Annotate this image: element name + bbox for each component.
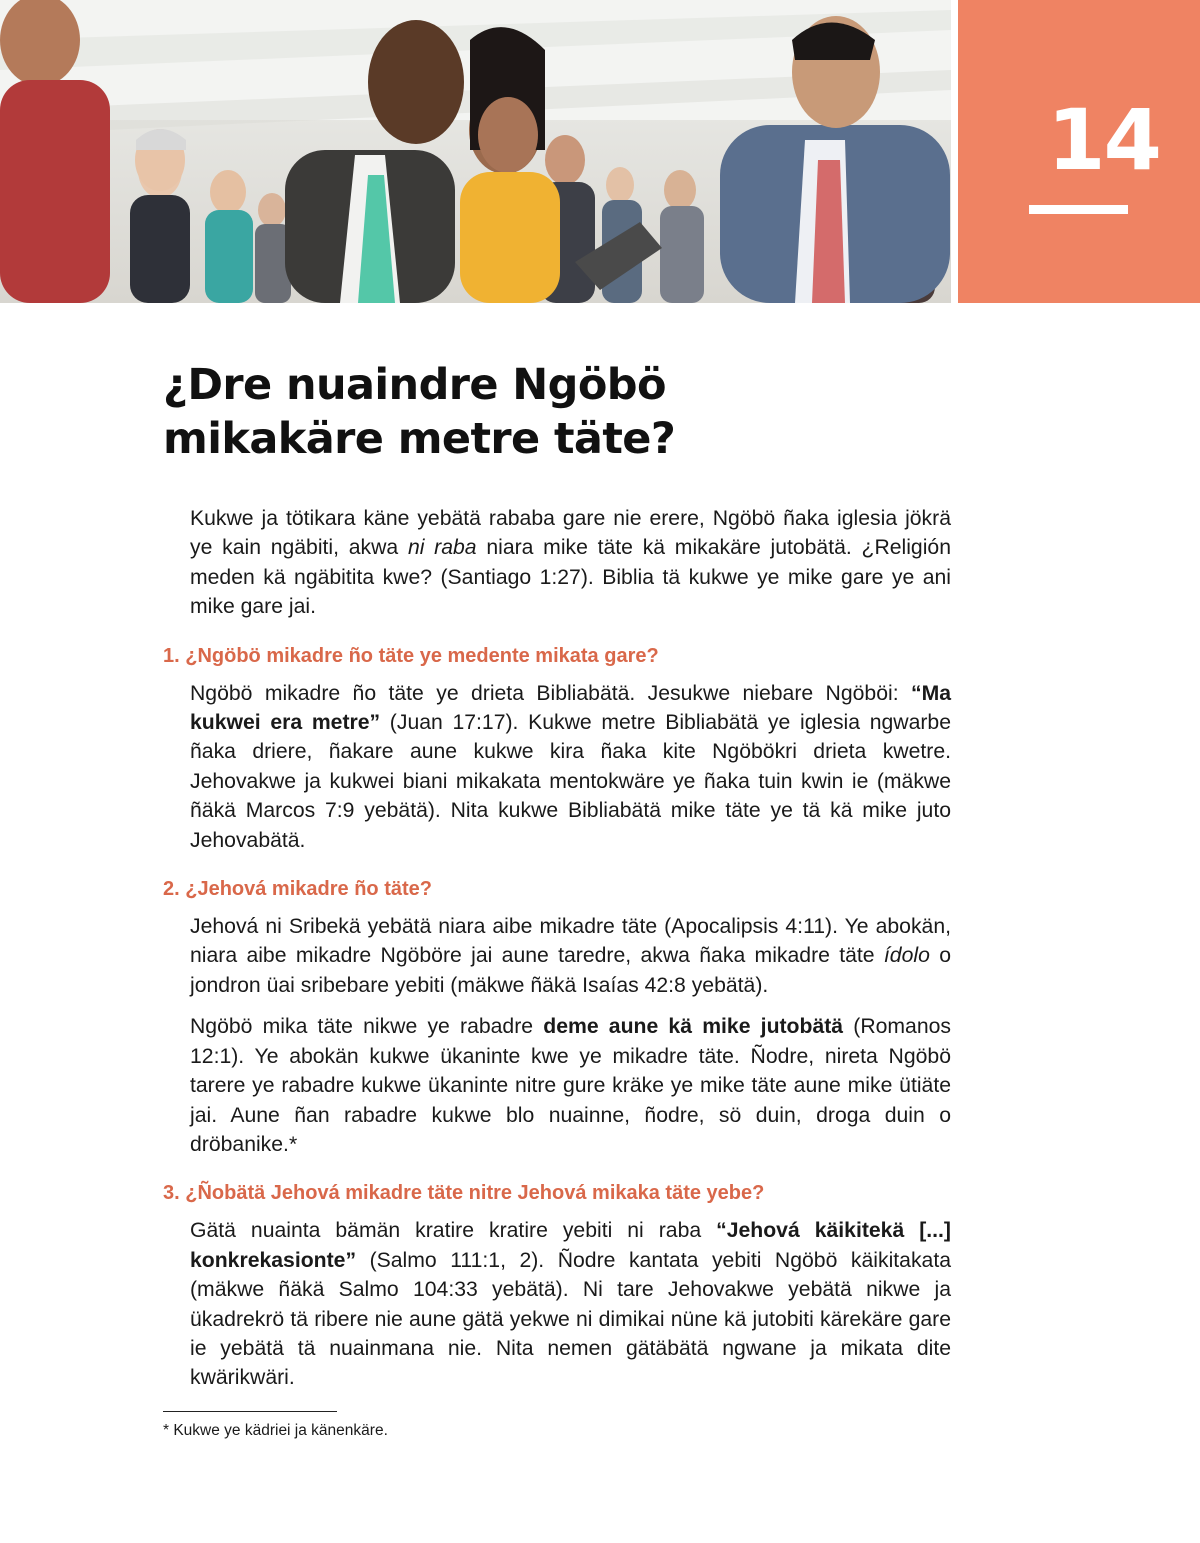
intro-paragraph <box>190 504 951 622</box>
footnote: * Kukwe ye kädriei ja känenkäre. <box>163 1421 388 1439</box>
question-heading-2: 2. ¿Jehová mikadre ño täte? <box>163 878 432 901</box>
answer-2a-text-1: Jehová ni Sribekä yebätä niara aibe mikadre täte (Apocalipsis 4:11). Ye abokän, niara aibe mikadre Ngöböre jai aune taredre, akwa ñaka mikadre täte <box>190 915 951 968</box>
answer-2a-italic: ídolo <box>883 944 930 968</box>
article-body <box>163 504 951 1441</box>
answer-paragraph-2b <box>190 1012 951 1159</box>
answer-paragraph-2a <box>190 912 951 1000</box>
chapter-underline <box>1029 205 1128 214</box>
answer-3-text-2: (Salmo 111:1, 2). Ñodre kantata yebiti Ngöbö käikitakata (mäkwe ñäkä Salmo 104:33 yebätä). Ni tare Jehovakwe yebätä nikwe ja ükadrekrö tä ribere nie aune gätä yekwe ni dimikai nüne kä jutobiti kärekäre gare ie yebätä tä nuainmana nie. Nita nemen gätäbätä ngwane ja mikata dite kwärikwäri. <box>190 1248 951 1390</box>
chapter-badge <box>958 0 1200 303</box>
congregation-singing-photo <box>0 0 951 303</box>
page-title-line1: ¿Dre nuaindre Ngöbö <box>163 360 666 410</box>
answer-3-text-1: Gätä nuainta bämän kratire kratire yebiti ni raba <box>190 1219 717 1243</box>
intro-text-1: Kukwe ja tötikara käne yebätä rababa gare nie erere, Ngöbö ñaka iglesia jökrä ye kain ngäbiti, akwa <box>190 507 951 560</box>
answer-1-text-1: Ngöbö mikadre ño täte ye drieta Bibliabätä. Jesukwe niebare Ngöböi: <box>190 681 911 705</box>
answer-3-bold: “Jehová käikitekä [...] konkrekasionte” <box>190 1219 951 1272</box>
question-heading-1: 1. ¿Ngöbö mikadre ño täte ye medente mikata gare? <box>163 644 659 667</box>
answer-paragraph-1 <box>190 679 951 855</box>
footnote-divider <box>163 1411 337 1412</box>
page-title-line2: mikakäre metre täte? <box>163 414 676 464</box>
header-photo <box>0 0 951 303</box>
question-heading-3: 3. ¿Ñobätä Jehová mikadre täte nitre Jehová mikaka täte yebe? <box>163 1182 765 1205</box>
answer-paragraph-3 <box>190 1216 951 1392</box>
chapter-number: 14 <box>1047 91 1160 189</box>
intro-text-2: niara mike täte kä mikakäre jutobätä. ¿Religión meden kä ngäbitita kwe? (Santiago 1:27). Biblia tä kukwe ye mike gare ye ani mike gare jai. <box>190 536 951 619</box>
answer-1-bold: “Ma kukwei era metre” <box>190 681 951 735</box>
intro-italic: ni raba <box>407 536 477 560</box>
answer-2b-text-1: Ngöbö mika täte nikwe ye rabadre <box>190 1015 544 1039</box>
answer-1-text-2: (Juan 17:17). Kukwe metre Bibliabätä ye iglesia ngwarbe ñaka driere, ñakare aune kukwe kira ñaka kite Ngöbökri drieta kwetre. Jehovakwe ja kukwei biani mikakata mentokwäre ye ñaka tuin kwin ie (mäkwe ñäkä Marcos 7:9 yebätä). Nita kukwe Bibliabätä mike täte ye tä kä mike juto Jehovabätä. <box>190 711 951 852</box>
answer-2b-bold: deme aune kä mike jutobätä <box>543 1015 844 1039</box>
answer-2b-text-2: (Romanos 12:1). Ye abokän kukwe ükaninte kwe ye mikadre täte. Ñodre, nireta Ngöbö tarere ye rabadre kukwe ükaninte nitre gure kräke ye mike täte aune mike ütiäte jai. Aune ñan rabadre kukwe blo nuainne, ñodre, sö duin, droga duin o dröbanike.* <box>190 1015 952 1156</box>
answer-2a-text-2: o jondron üai sribebare yebiti (mäkwe ñäkä Isaías 42:8 yebätä). <box>190 944 951 997</box>
page-title <box>163 358 923 466</box>
